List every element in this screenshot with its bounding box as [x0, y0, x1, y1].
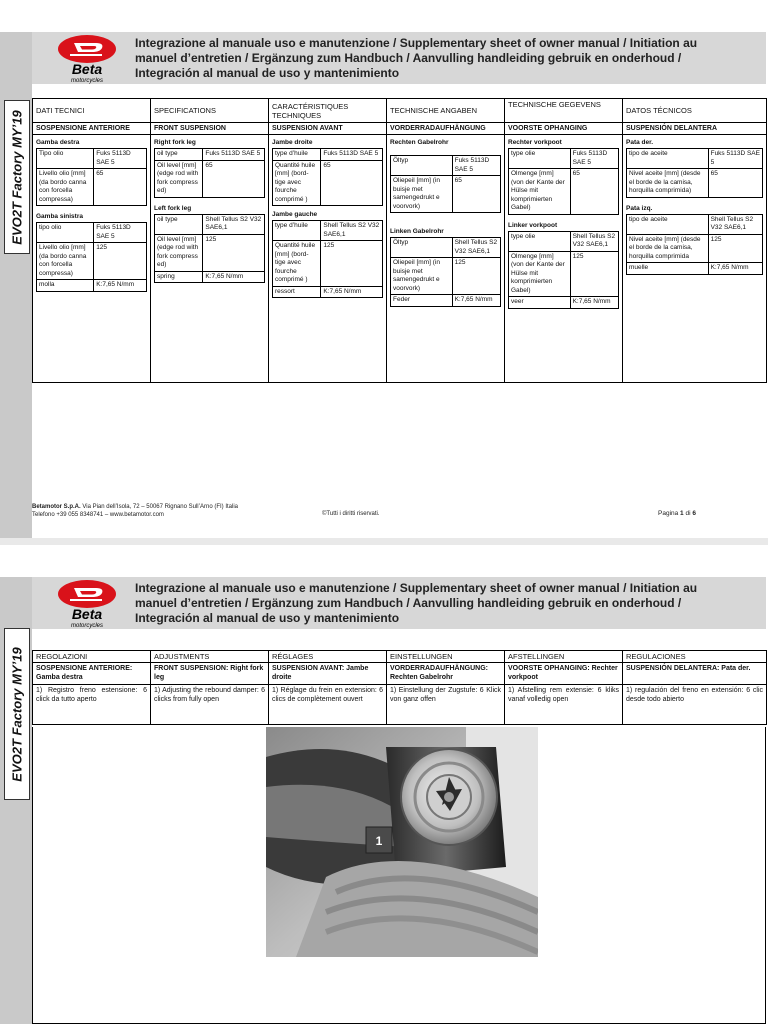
right-leg-heading: Rechten Gabelrohr: [390, 139, 449, 146]
oil-type-value: Fuks 5113D SAE 5: [203, 149, 265, 161]
beta-logo: [56, 34, 118, 84]
lang-cell-nl: [505, 135, 623, 383]
page-total: 6: [692, 510, 696, 517]
oil-level-label: Livello olio [mm] (da bordo canna con forcella compressa): [37, 169, 94, 206]
beta-logo: [56, 579, 118, 629]
oil-level-value: 65: [570, 169, 618, 215]
oil-level-value: 125: [570, 251, 618, 297]
adjustment-item: 1) Réglage du frein en extension: 6 clics de complètement ouvert: [269, 685, 387, 725]
oil-type-value: Shell Tellus S2 V32 SAE6,1: [321, 221, 383, 241]
oil-level-label: Oil level [mm] (edge rod with fork compress ed): [155, 234, 203, 271]
right-leg-heading: Pata der.: [626, 139, 654, 146]
left-leg-heading: Gamba sinistra: [36, 213, 83, 220]
oil-type-label: tipo olio: [37, 223, 94, 243]
left-leg-table: [390, 237, 501, 307]
oil-level-value: 65: [708, 169, 762, 198]
oil-type-value: Shell Tellus S2 V32 SAE6,1: [452, 238, 500, 258]
oil-level-label: Oil level [mm] (edge rod with fork compress ed): [155, 160, 203, 197]
spring-value: K:7,65 N/mm: [321, 286, 383, 298]
left-leg-table: [508, 231, 619, 309]
model-tag: [4, 100, 30, 254]
spring-label: veer: [509, 297, 571, 309]
oil-level-value: 65: [203, 160, 265, 197]
oil-type-label: type olie: [509, 231, 571, 251]
page-header: [32, 577, 766, 629]
left-leg-heading: Linken Gabelrohr: [390, 228, 444, 235]
document-page-2: [0, 545, 768, 1024]
spring-value: K:7,65 N/mm: [452, 295, 500, 307]
spring-value: K:7,65 N/mm: [708, 263, 762, 275]
left-leg-table: [36, 222, 147, 292]
oil-level-value: 65: [321, 160, 383, 206]
lang-cell-en: [151, 135, 269, 383]
company-address: Via Pian dell’Isola, 72 – 50067 Rignano Sull’Arno (FI) Italia: [80, 504, 238, 510]
logo-brand: Beta: [71, 61, 103, 77]
col-header: TECHNISCHE ANGABEN: [387, 99, 505, 123]
header-title: Integrazione al manuale uso e manutenzione / Supplementary sheet of owner manual / Initiation au manuel d’entretien / Ergänzung zum Handbuch / Aanvulling handleiding gebruik en onderhoud / Integración al manual de uso y mantenimiento: [135, 36, 698, 80]
col-header: DATOS TÉCNICOS: [623, 99, 767, 123]
section-header: VORDERRADAUFHÄNGUNG: [387, 123, 505, 135]
col-header: REGULACIONES: [623, 651, 767, 663]
right-leg-table: [626, 148, 763, 198]
section-header: SUSPENSION AVANT: [269, 123, 387, 135]
col-header: SPECIFICATIONS: [151, 99, 269, 123]
oil-level-label: Nivel aceite [mm] (desde el borde de la camisa, horquilla comprimida: [627, 234, 709, 263]
adjustment-item: 1) Registro freno estensione: 6 click da tutto aperto: [33, 685, 151, 725]
lang-cell-fr: [269, 135, 387, 383]
adjustment-item: 1) regulación del freno en extensión: 6 clic desde todo abierto: [623, 685, 767, 725]
oil-type-value: Fuks 5113D SAE 5: [94, 149, 147, 169]
spring-value: K:7,65 N/mm: [570, 297, 618, 309]
oil-level-value: 125: [203, 234, 265, 271]
col-header: AFSTELLINGEN: [505, 651, 623, 663]
adjustment-item: 1) Adjusting the rebound damper: 6 clicks from fully open: [151, 685, 269, 725]
page-mid: di: [683, 510, 693, 517]
oil-level-value: 65: [94, 169, 147, 206]
left-leg-heading: Pata izq.: [626, 204, 653, 212]
oil-level-value: 65: [452, 176, 500, 213]
page-num: 1: [680, 510, 684, 517]
page-prefix: Pagina: [658, 510, 681, 517]
photo-frame: [32, 727, 766, 1024]
oil-type-value: Shell Tellus S2 V32 SAE6,1: [203, 214, 265, 234]
model-label: EVO2T Factory MY’19: [9, 109, 25, 245]
left-leg-table: [272, 220, 383, 298]
col-header: REGOLAZIONI: [33, 651, 151, 663]
logo-brand-sub: motorcycles: [70, 623, 104, 629]
oil-level-label: Olmenge [mm] (von der Kante der Hülse mit komprimierten Gabel): [509, 251, 571, 297]
specs-table: [32, 98, 767, 383]
adjustment-item: 1) Einstellung der Zugstufe: 6 Klick von ganz offen: [387, 685, 505, 725]
photo-marker: 1: [375, 834, 383, 848]
section-header: SUSPENSIÓN DELANTERA: Pata der.: [623, 663, 767, 685]
oil-type-label: Öltyp: [391, 238, 453, 258]
section-header: SUSPENSIÓN DELANTERA: [623, 123, 767, 135]
logo-brand: Beta: [71, 606, 103, 622]
right-leg-table: [508, 148, 619, 215]
right-leg-heading: Gamba destra: [36, 139, 80, 146]
oil-type-value: Shell Tellus S2 V32 SAE6,1: [708, 214, 762, 234]
section-header: FRONT SUSPENSION: [151, 123, 269, 135]
col-header: DATI TECNICI: [33, 99, 151, 123]
company-name: Betamotor S.p.A.: [32, 504, 81, 510]
right-leg-heading: Rechter vorkpoot: [508, 139, 562, 146]
lang-cell-es: [623, 135, 767, 383]
logo-brand-sub: motorcycles: [70, 78, 104, 84]
spring-value: K:7,65 N/mm: [94, 280, 147, 292]
oil-type-label: tipo de aceite: [627, 214, 709, 234]
section-header: SUSPENSION AVANT: Jambe droite: [269, 663, 387, 685]
oil-level-label: Quantité huile [mm] (bord-tige avec fourche comprimé ): [273, 160, 321, 206]
right-leg-table: [272, 148, 383, 206]
footer-rights: ©Tutti i diritti riservati.: [322, 511, 380, 517]
lang-cell-it: [33, 135, 151, 383]
side-strip: [0, 577, 32, 1024]
oil-level-value: 125: [708, 234, 762, 263]
oil-type-label: oil type: [155, 149, 203, 161]
spring-label: Feder: [391, 295, 453, 307]
lang-cell-de: [387, 135, 505, 383]
col-header: RÉGLAGES: [269, 651, 387, 663]
oil-level-value: 125: [321, 241, 383, 287]
left-leg-heading: Left fork leg: [154, 204, 192, 212]
footer-company: [32, 503, 292, 519]
company-contact: Telefono +39 055 8348741 – www.betamotor.com: [32, 512, 164, 518]
adjustments-table: [32, 650, 767, 725]
right-leg-heading: Jambe droite: [272, 139, 313, 146]
spring-label: ressort: [273, 286, 321, 298]
oil-type-value: Fuks 5113D SAE 5: [708, 149, 762, 169]
oil-type-value: Fuks 5113D SAE 5: [94, 223, 147, 243]
oil-type-label: type d’huile: [273, 149, 321, 161]
side-strip: [0, 32, 32, 540]
oil-level-label: Oliepeil [mm] (in buisje met samengedrukt e voorvork): [391, 258, 453, 295]
col-header: TECHNISCHE GEGEVENS: [505, 99, 623, 123]
oil-type-label: type olie: [509, 149, 571, 169]
footer-page-number: [658, 510, 696, 518]
oil-level-label: Livello olio [mm] (da bordo canna con forcella compressa): [37, 243, 94, 280]
oil-type-label: type d’huile: [273, 221, 321, 241]
spring-label: muelle: [627, 263, 709, 275]
section-header: SOSPENSIONE ANTERIORE: Gamba destra: [33, 663, 151, 685]
col-header: EINSTELLUNGEN: [387, 651, 505, 663]
oil-level-value: 125: [94, 243, 147, 280]
right-leg-table: [154, 148, 265, 198]
section-header: VOORSTE OPHANGING: Rechter vorkpoot: [505, 663, 623, 685]
oil-level-value: 125: [452, 258, 500, 295]
section-header: FRONT SUSPENSION: Right fork leg: [151, 663, 269, 685]
oil-level-label: Quantité huile [mm] (bord-tige avec fourche comprimé ): [273, 241, 321, 287]
right-leg-table: [36, 148, 147, 206]
left-leg-table: [154, 214, 265, 284]
page-header: [32, 32, 766, 84]
spring-label: molla: [37, 280, 94, 292]
oil-type-label: oil type: [155, 214, 203, 234]
spring-label: spring: [155, 271, 203, 283]
section-header: VORDERRADAUFHÄNGUNG: Rechten Gabelrohr: [387, 663, 505, 685]
left-leg-heading: Jambe gauche: [272, 211, 318, 218]
model-label: EVO2T Factory MY’19: [9, 646, 25, 782]
col-header: ADJUSTMENTS: [151, 651, 269, 663]
oil-level-label: Olmenge [mm] (von der Kante der Hülse mit komprimierten Gabel): [509, 169, 571, 215]
adjustment-item: 1) Afstelling rem extensie: 6 kliks vanaf volledig open: [505, 685, 623, 725]
header-title: Integrazione al manuale uso e manutenzione / Supplementary sheet of owner manual / Initiation au manuel d’entretien / Ergänzung zum Handbuch / Aanvulling handleiding gebruik en onderhoud / Integración al manual de uso y mantenimiento: [135, 581, 698, 625]
left-leg-table: [626, 214, 763, 275]
oil-type-label: tipo de aceite: [627, 149, 709, 169]
oil-type-value: Shell Tellus S2 V32 SAE6,1: [570, 231, 618, 251]
oil-type-value: Fuks 5113D SAE 5: [452, 156, 500, 176]
col-header: CARACTÉRISTIQUES TECHNIQUES: [269, 99, 387, 123]
left-leg-heading: Linker vorkpoot: [508, 221, 558, 229]
oil-level-label: Nivel aceite [mm] (desde el borde de la camisa, horquilla comprimida): [627, 169, 709, 198]
oil-level-label: Oliepeil [mm] (in buisje met samengedrukt e voorvork): [391, 176, 453, 213]
oil-type-value: Fuks 5113D SAE 5: [321, 149, 383, 161]
right-leg-table: [390, 155, 501, 213]
right-leg-heading: Right fork leg: [154, 139, 196, 146]
section-header: SOSPENSIONE ANTERIORE: [33, 123, 151, 135]
model-tag: [4, 628, 30, 800]
fork-adjuster-photo: [266, 727, 538, 957]
oil-type-label: Tipo olio: [37, 149, 94, 169]
section-header: VOORSTE OPHANGING: [505, 123, 623, 135]
spring-value: K:7,65 N/mm: [203, 271, 265, 283]
oil-type-value: Fuks 5113D SAE 5: [570, 149, 618, 169]
oil-type-label: Öltyp: [391, 156, 453, 176]
